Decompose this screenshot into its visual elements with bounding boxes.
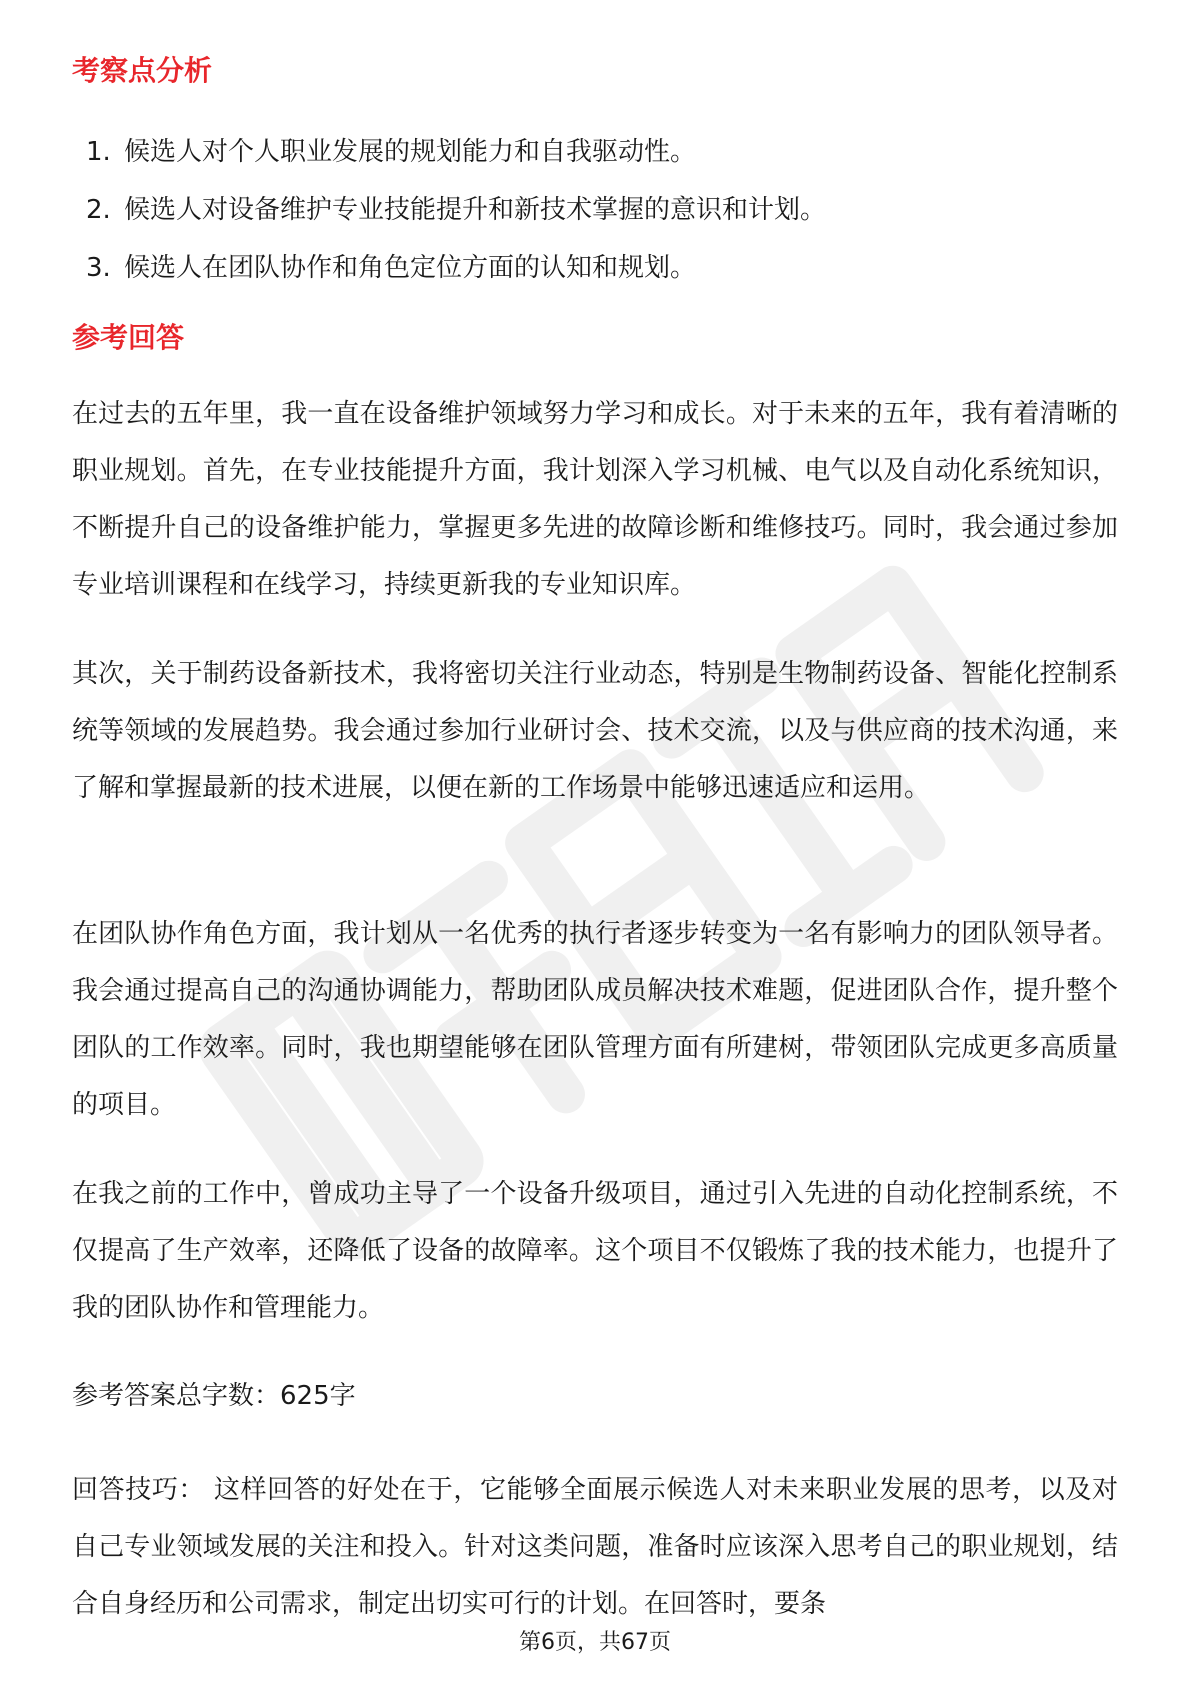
list-item: [86, 181, 826, 239]
answer-tips: 回答技巧： 这样回答的好处在于，它能够全面展示候选人对未来职业发展的思考，以及对自己专业领域发展的关注和投入。针对这类问题，准备时应该深入思考自己的职业规划，结合自身经历和公司需求，制定出切实可行的计划。在回答时，要条: [72, 1475, 1118, 1619]
answer-paragraph-2: 其次，关于制药设备新技术，我将密切关注行业动态，特别是生物制药设备、智能化控制系统等领域的发展趋势。我会通过参加行业研讨会、技术交流，以及与供应商的技术沟通，来了解和掌握最新的技术进展，以便在新的工作场景中能够迅速适应和运用。: [72, 659, 1118, 803]
section-heading-reference: 参考回答: [72, 321, 185, 354]
section-heading-analysis: 考察点分析: [72, 54, 213, 87]
list-item: [86, 239, 826, 297]
list-item-number: 2.: [86, 195, 111, 225]
word-count: 参考答案总字数：625字: [72, 1381, 356, 1411]
list-item-text: 候选人对个人职业发展的规划能力和自我驱动性。: [124, 137, 697, 167]
page-footer: 第6页，共67页: [519, 1630, 671, 1655]
list-item-number: 1.: [86, 137, 111, 167]
list-item-number: 3.: [86, 253, 111, 283]
answer-paragraph-4: 在我之前的工作中，曾成功主导了一个设备升级项目，通过引入先进的自动化控制系统，不仅提高了生产效率，还降低了设备的故障率。这个项目不仅锻炼了我的技术能力，也提升了我的团队协作和管理能力。: [72, 1179, 1118, 1323]
analysis-list: [86, 123, 826, 297]
answer-paragraph-1: 在过去的五年里，我一直在设备维护领域努力学习和成长。对于未来的五年，我有着清晰的职业规划。首先，在专业技能提升方面，我计划深入学习机械、电气以及自动化系统知识，不断提升自己的设备维护能力，掌握更多先进的故障诊断和维修技巧。同时，我会通过参加专业培训课程和在线学习，持续更新我的专业知识库。: [72, 399, 1118, 600]
list-item: [86, 123, 826, 181]
list-item-text: 候选人在团队协作和角色定位方面的认知和规划。: [124, 253, 697, 283]
list-item-text: 候选人对设备维护专业技能提升和新技术掌握的意识和计划。: [124, 195, 827, 225]
answer-paragraph-3: 在团队协作角色方面，我计划从一名优秀的执行者逐步转变为一名有影响力的团队领导者。我会通过提高自己的沟通协调能力，帮助团队成员解决技术难题，促进团队合作，提升整个团队的工作效率。同时，我也期望能够在团队管理方面有所建树，带领团队完成更多高质量的项目。: [72, 919, 1118, 1120]
